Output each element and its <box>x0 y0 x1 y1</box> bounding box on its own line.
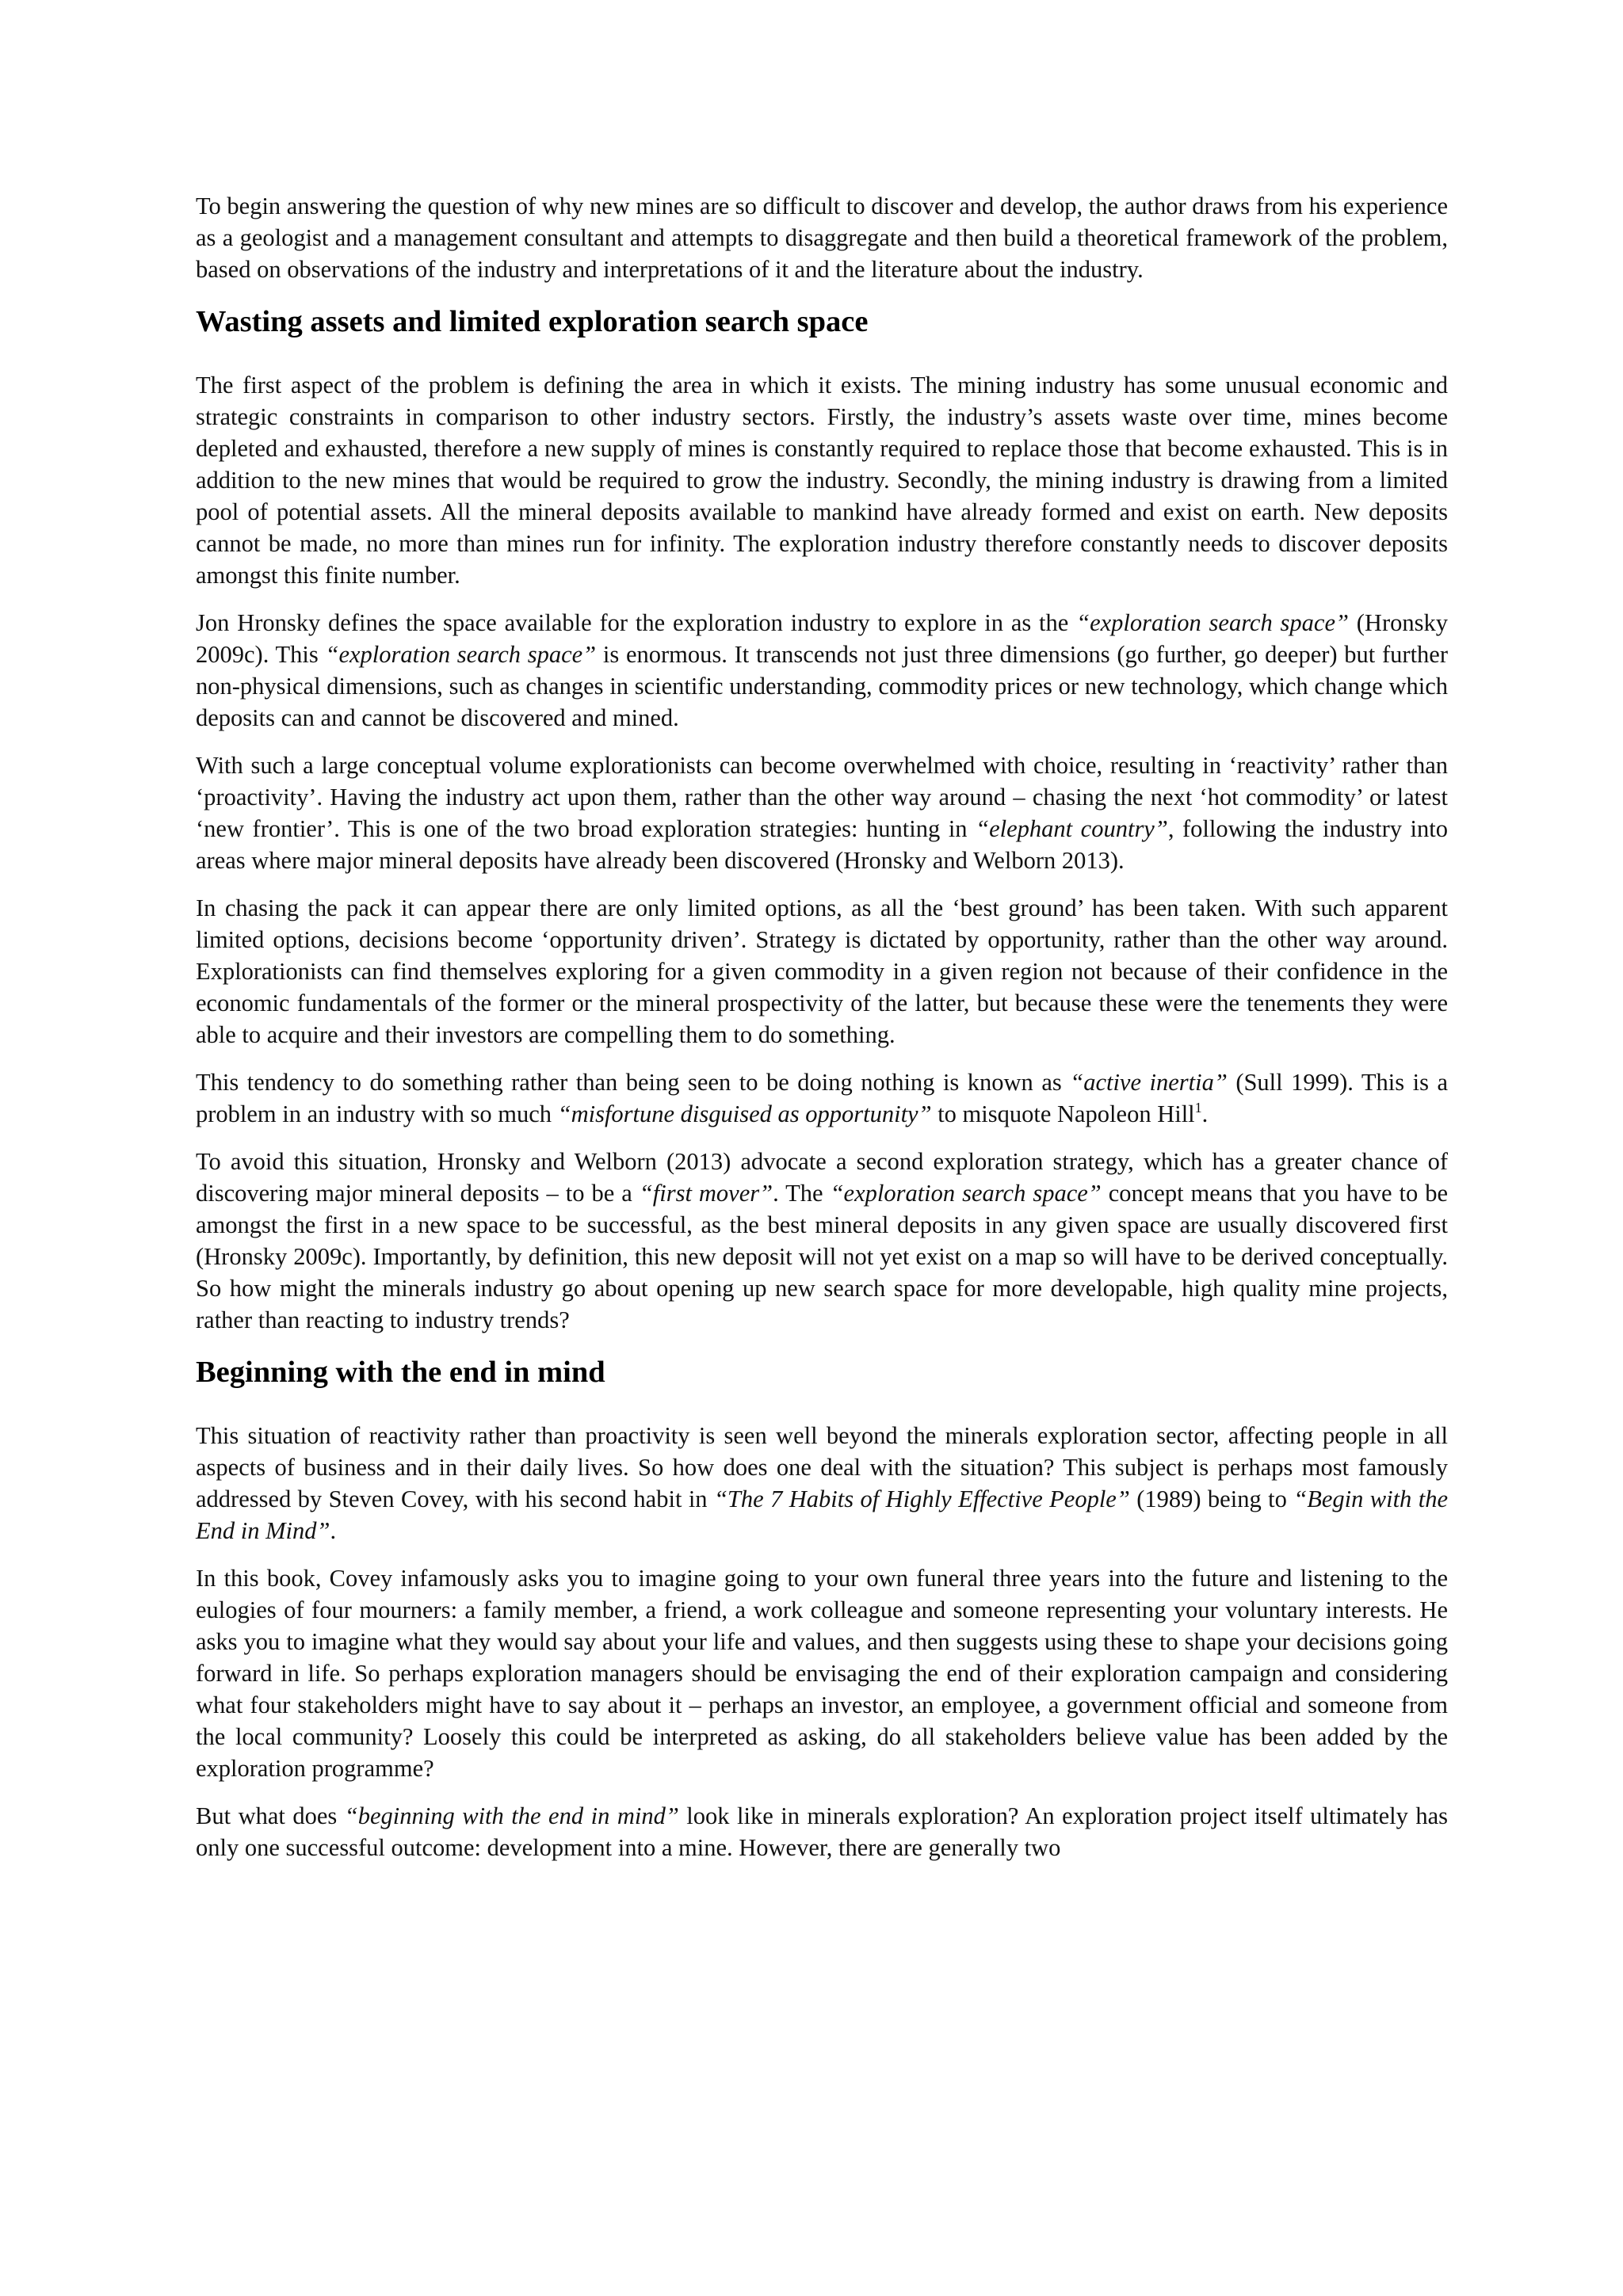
intro-paragraph: To begin answering the question of why new mines are so difficult to discover and develop, the author draws from his experience as a geologist and a management consultant and attempts to disaggregate and then build a theoretical framework of the problem, based on observations of the industry and interpretations of it and the literature about the industry. <box>196 193 1448 283</box>
paragraph-first-mover: To avoid this situation, Hronsky and Welborn (2013) advocate a second exploration strategy, which has a greater chance of discovering major mineral deposits – to be a “first mover”. The “exploration search space” concept means that you have to be amongst the first in a new space to be successful, as the best mineral deposits in any given space are usually discovered first (Hronsky 2009c). Importantly, by definition, this new deposit will not yet exist on a map so will have to be derived conceptually. So how might the minerals industry go about opening up new search space for more developable, high quality mine projects, rather than reacting to industry trends? <box>196 1148 1448 1333</box>
paragraph-exploration-search-space: Jon Hronsky defines the space available for the exploration industry to explore in as the “exploration search space” (Hronsky 2009c). This “exploration search space” is enormous. It transcends not just three dimensions (go further, go deeper) but further non-physical dimensions, such as changes in scientific understanding, commodity prices or new technology, which change which deposits can and cannot be discovered and mined. <box>196 609 1448 731</box>
section-heading-wasting-assets: Wasting assets and limited exploration search space <box>196 305 869 338</box>
paragraph-active-inertia: This tendency to do something rather than being seen to be doing nothing is known as “active inertia” (Sull 1999). This is a problem in an industry with so much “misfortune disguised as opportunity” to misquote Napoleon Hill$^1$. <box>196 1069 1448 1127</box>
paragraph-chasing-the-pack: In chasing the pack it can appear there are only limited options, as all the ‘best ground’ has been taken. With such apparent limited options, decisions become ‘opportunity driven’. Strategy is dictated by opportunity, rather than the other way around. Explorationists can find themselves exploring for a given commodity in a given region not because of their confidence in the economic fundamentals of the former or the mineral prospectivity of the latter, but because these were the tenements they were able to acquire and their investors are compelling them to do something. <box>196 894 1448 1048</box>
paragraph-reactivity: With such a large conceptual volume explorationists can become overwhelmed with choice, resulting in ‘reactivity’ rather than ‘proactivity’. Having the industry act upon them, rather than the other way around – chasing the next ‘hot commodity’ or latest ‘new frontier’. This is one of the two broad exploration strategies: hunting in “elephant country”, following the industry into areas where major mineral deposits have already been discovered (Hronsky and Welborn 2013). <box>196 752 1448 874</box>
paragraph-problem-definition: The first aspect of the problem is defining the area in which it exists. The mining industry has some unusual economic and strategic constraints in comparison to other industry sectors. Firstly, the industry’s assets waste over time, mines become depleted and exhausted, therefore a new supply of mines is constantly required to replace those that become exhausted. This is in addition to the new mines that would be required to grow the industry. Secondly, the mining industry is drawing from a limited pool of potential assets. All the mineral deposits available to mankind have already formed and exist on earth. New deposits cannot be made, no more than mines run for infinity. The exploration industry therefore constantly needs to discover deposits amongst this finite number. <box>196 372 1448 589</box>
paragraph-funeral-eulogies: In this book, Covey infamously asks you to imagine going to your own funeral three years into the future and listening to the eulogies of four mourners: a family member, a friend, a work colleague and someone representing your voluntary interests. He asks you to imagine what they would say about your life and values, and then suggests using these to shape your decisions going forward in life. So perhaps exploration managers should be envisaging the end of their exploration campaign and considering what four stakeholders might have to say about it – perhaps an investor, an employee, a government official and someone from the local community? Loosely this could be interpreted as asking, do all stakeholders believe value has been added by the exploration programme? <box>196 1565 1448 1782</box>
footnote-marker[interactable]: 1 <box>1194 1100 1202 1116</box>
paragraph-exploration-outcome: But what does “beginning with the end in mind” look like in minerals exploration? An exploration project itself ultimately has only one successful outcome: development into a mine. However, there are generally two <box>196 1802 1448 1861</box>
document-page <box>196 190 1448 1879</box>
paragraph-covey-habits: This situation of reactivity rather than proactivity is seen well beyond the minerals exploration sector, affecting people in all aspects of business and in their daily lives. So how does one deal with the situation? This subject is perhaps most famously addressed by Steven Covey, with his second habit in “The 7 Habits of Highly Effective People” (1989) being to “Begin with the End in Mind”. <box>196 1422 1448 1544</box>
section-heading-end-in-mind: Beginning with the end in mind <box>196 1356 605 1389</box>
